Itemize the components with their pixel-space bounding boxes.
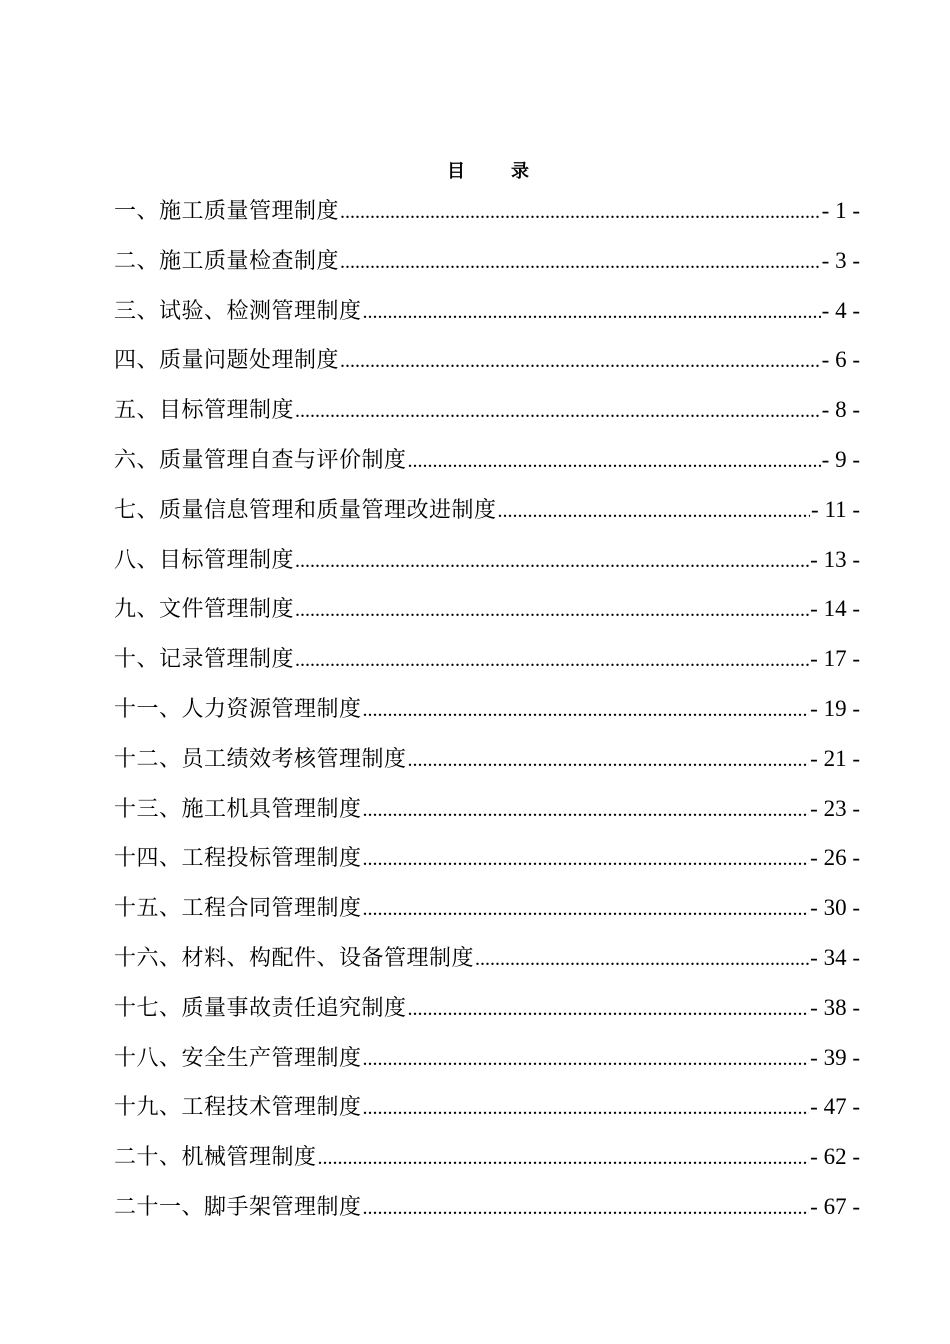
toc-entry[interactable] (114, 684, 860, 734)
toc-entry-label: 九、文件管理制度 (114, 597, 295, 623)
toc-entry-leader (363, 786, 810, 834)
toc-entry-page: - 14 - (810, 596, 860, 622)
toc-entry-leader (408, 736, 810, 784)
toc-entry-page: - 62 - (810, 1144, 860, 1170)
toc-entry-label: 四、质量问题处理制度 (114, 348, 340, 374)
toc-entry-page: - 34 - (810, 944, 860, 970)
toc-entry-page: - 13 - (810, 546, 860, 572)
toc-entry-leader (363, 835, 810, 883)
toc-list (114, 186, 860, 1232)
toc-entry-leader (295, 387, 821, 435)
toc-entry-leader (295, 636, 809, 684)
toc-entry-page: - 38 - (810, 994, 860, 1020)
toc-entry-leader (340, 188, 821, 236)
toc-entry[interactable] (114, 833, 860, 883)
toc-entry[interactable] (114, 335, 860, 385)
toc-entry-page: - 9 - (821, 446, 860, 472)
toc-entry[interactable] (114, 1182, 860, 1232)
toc-entry-page: - 8 - (821, 397, 860, 423)
toc-entry-label: 十、记录管理制度 (114, 647, 295, 673)
toc-entry-leader (408, 437, 821, 485)
toc-entry[interactable] (114, 535, 860, 585)
toc-entry-label: 三、试验、检测管理制度 (114, 298, 362, 324)
toc-entry-page: - 23 - (810, 795, 860, 821)
toc-entry-page: - 67 - (810, 1193, 860, 1219)
toc-entry-label: 二十、机械管理制度 (114, 1145, 317, 1171)
toc-entry[interactable] (114, 734, 860, 784)
toc-entry-label: 二十一、脚手架管理制度 (114, 1194, 362, 1220)
toc-entry-label: 二、施工质量检查制度 (114, 248, 340, 274)
toc-entry-leader (340, 337, 821, 385)
toc-entry-page: - 39 - (810, 1044, 860, 1070)
toc-entry-page: - 11 - (811, 496, 860, 522)
toc-entry[interactable] (114, 634, 860, 684)
toc-entry-label: 十四、工程投标管理制度 (114, 846, 362, 872)
toc-entry-leader (318, 1134, 810, 1182)
toc-entry-page: - 4 - (821, 297, 860, 323)
toc-entry-page: - 17 - (810, 646, 860, 672)
toc-entry[interactable] (114, 883, 860, 933)
toc-title-char-2: 录 (511, 161, 529, 182)
toc-entry-label: 十五、工程合同管理制度 (114, 896, 362, 922)
toc-entry-label: 十二、员工绩效考核管理制度 (114, 746, 407, 772)
toc-entry-label: 十六、材料、构配件、设备管理制度 (114, 945, 475, 971)
toc-entry-leader (363, 1084, 810, 1132)
toc-entry-label: 六、质量管理自查与评价制度 (114, 447, 407, 473)
toc-entry-leader (363, 686, 810, 734)
toc-entry-page: - 30 - (810, 895, 860, 921)
toc-entry-leader (363, 885, 810, 933)
toc-entry[interactable] (114, 435, 860, 485)
toc-entry[interactable] (114, 1082, 860, 1132)
toc-entry[interactable] (114, 784, 860, 834)
toc-entry-page: - 26 - (810, 845, 860, 871)
toc-entry[interactable] (114, 584, 860, 634)
toc-entry-leader (475, 935, 809, 983)
toc-entry-label: 十一、人力资源管理制度 (114, 696, 362, 722)
toc-entry-label: 一、施工质量管理制度 (114, 199, 340, 224)
toc-entry-page: - 21 - (810, 745, 860, 771)
toc-entry-leader (340, 238, 821, 286)
toc-entry-leader (295, 537, 809, 585)
toc-entry-leader (363, 1035, 810, 1083)
toc-entry-leader (363, 1184, 810, 1232)
toc-entry[interactable] (114, 385, 860, 435)
toc-entry-page: - 47 - (810, 1094, 860, 1120)
toc-title-char-1: 目 (447, 161, 465, 182)
toc-entry[interactable] (114, 186, 860, 236)
toc-entry[interactable] (114, 1132, 860, 1182)
toc-entry-leader (363, 288, 821, 336)
toc-entry-label: 五、目标管理制度 (114, 398, 295, 424)
toc-entry-label: 十三、施工机具管理制度 (114, 796, 362, 822)
toc-entry-label: 八、目标管理制度 (114, 547, 295, 573)
toc-entry-label: 七、质量信息管理和质量管理改进制度 (114, 497, 497, 523)
toc-entry-page: - 6 - (821, 347, 860, 373)
toc-entry-page: - 19 - (810, 695, 860, 721)
toc-entry[interactable] (114, 983, 860, 1033)
toc-entry-label: 十九、工程技术管理制度 (114, 1095, 362, 1121)
toc-entry-page: - 1 - (821, 198, 860, 223)
toc-entry[interactable] (114, 933, 860, 983)
toc-entry[interactable] (114, 485, 860, 535)
toc-entry[interactable] (114, 1033, 860, 1083)
toc-entry[interactable] (114, 236, 860, 286)
toc-entry[interactable] (114, 286, 860, 336)
toc-entry-label: 十八、安全生产管理制度 (114, 1045, 362, 1071)
toc-title (0, 160, 950, 184)
toc-entry-leader (498, 487, 811, 535)
toc-entry-label: 十七、质量事故责任追究制度 (114, 995, 407, 1021)
toc-entry-page: - 3 - (821, 247, 860, 273)
toc-entry-leader (408, 985, 810, 1033)
toc-entry-leader (295, 586, 809, 634)
